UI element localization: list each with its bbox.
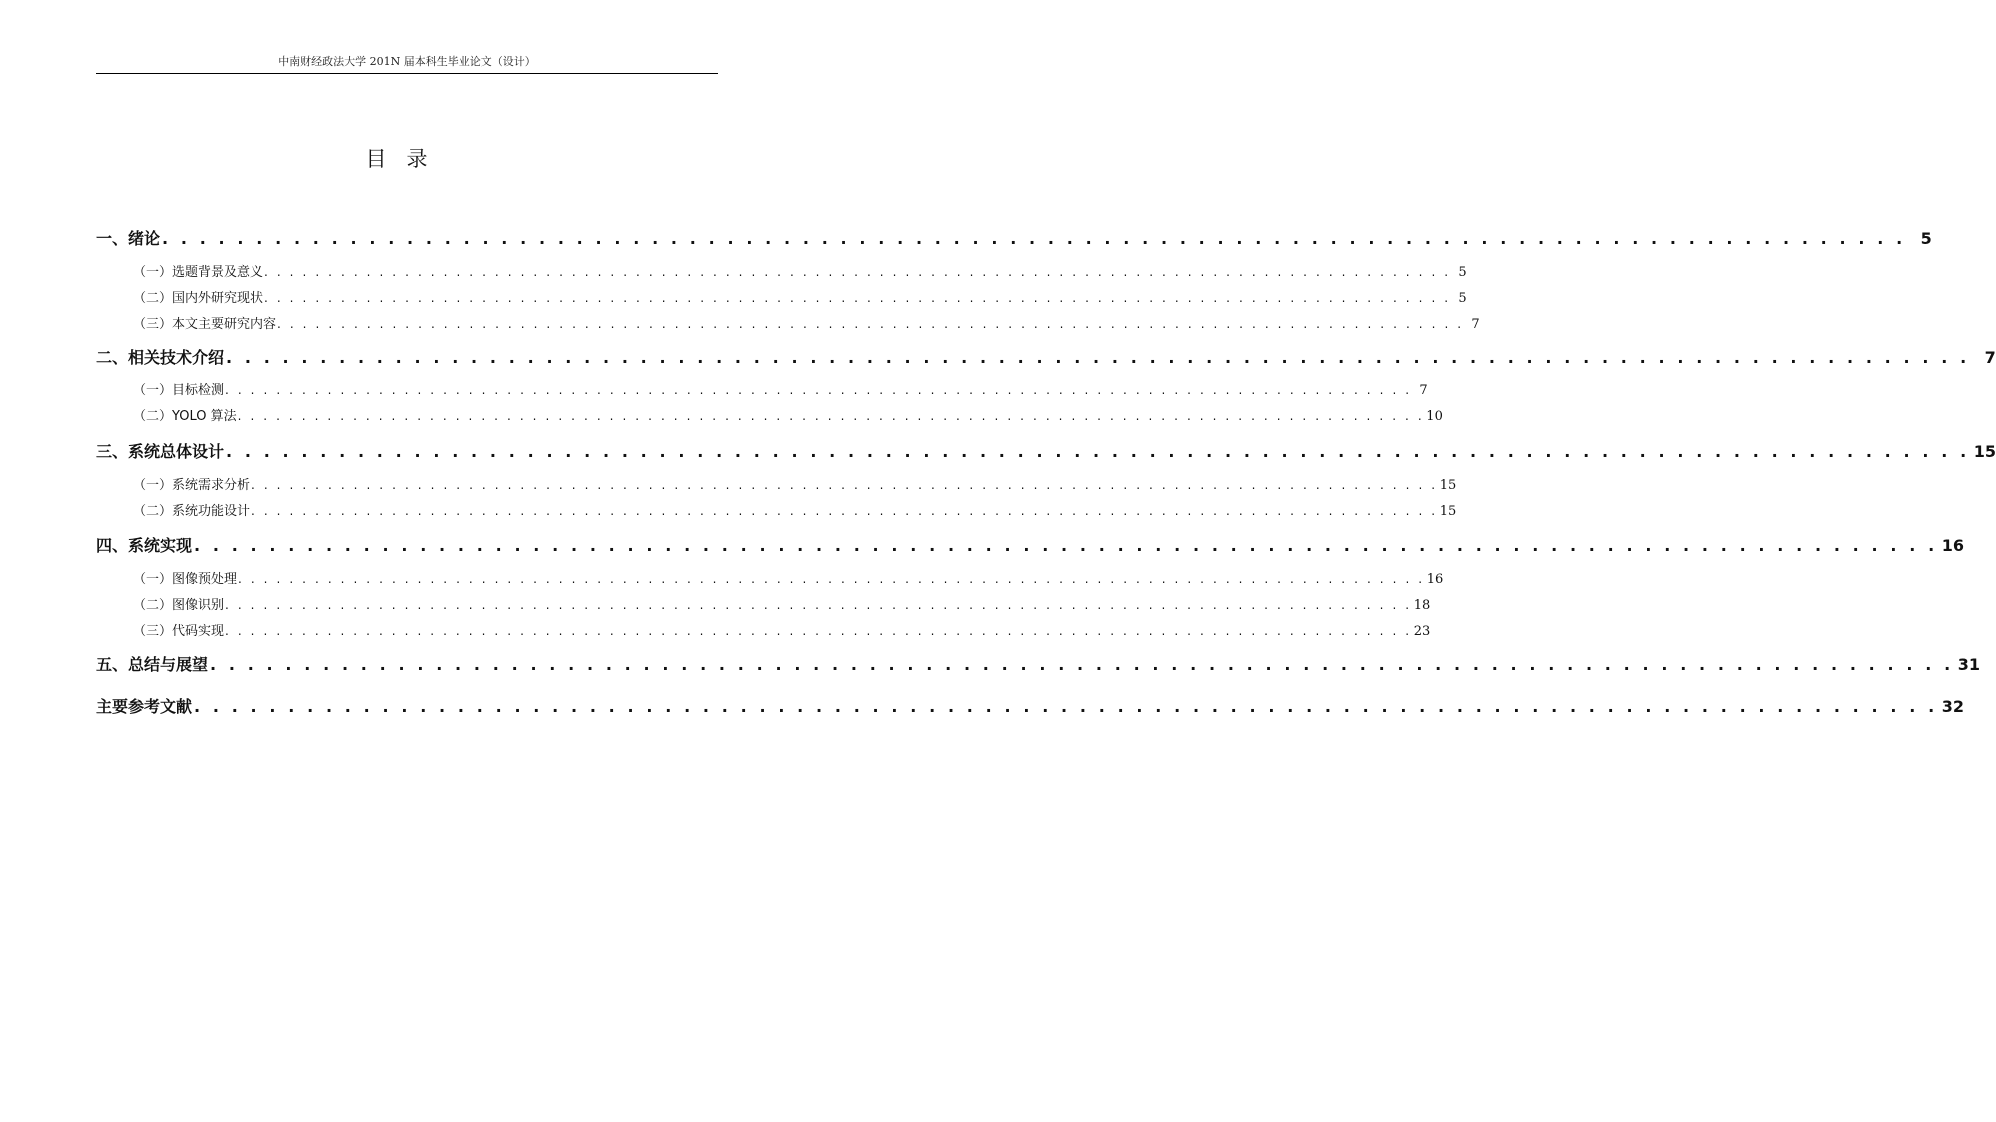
dot-leader: . . . . . . . . . . . . . . . . . . . . . . . . . . . . . . . . . . . . . . . . . . . . . . . . . . . . . . . . . . . . . . . . . . . . . . . . . . . . . . . . . . . . . . . . . . . . . — [194, 536, 1938, 555]
dot-leader: . . . . . . . . . . . . . . . . . . . . . . . . . . . . . . . . . . . . . . . . . . . . . . . . . . . . . . . . . . . . . . . . . . . . . . . . . . . . . . . . . . . . . . . . . . . . . — [194, 697, 1938, 716]
toc-subsection-label: （一）选题背景及意义 — [133, 265, 264, 280]
toc-section-5[interactable] — [96, 653, 1981, 677]
toc-page-number: 15 — [1973, 442, 1996, 461]
toc-section-label: 二、相关技术介绍 — [96, 348, 225, 367]
toc-page-number: 5 — [1458, 265, 1467, 280]
dot-leader: . . . . . . . . . . . . . . . . . . . . . . . . . . . . . . . . . . . . . . . . . . . . . . . . . . . . . . . . . . . . . . . . . . . . . . . . . . . . . . . . . . . . . . . . . . . . . — [251, 478, 1438, 492]
toc-title: 目录 — [365, 147, 448, 171]
dot-leader: . . . . . . . . . . . . . . . . . . . . . . . . . . . . . . . . . . . . . . . . . . . . . . . . . . . . . . . . . . . . . . . . . . . . . . . . . . . . . . . . . . . . . . . . . . . . . — [264, 265, 1451, 279]
dot-leader: . . . . . . . . . . . . . . . . . . . . . . . . . . . . . . . . . . . . . . . . . . . . . . . . . . . . . . . . . . . . . . . . . . . . . . . . . . . . . . . . . . . . . . . . . . . . . — [225, 383, 1412, 397]
toc-subsection-label: （三）代码实现 — [133, 624, 225, 639]
dot-leader: . . . . . . . . . . . . . . . . . . . . . . . . . . . . . . . . . . . . . . . . . . . . . . . . . . . . . . . . . . . . . . . . . . . . . . . . . . . . . . . . . . . . . . . . . . . . . — [277, 317, 1464, 331]
toc-subsection-3-1[interactable] — [133, 475, 1457, 495]
toc-subsection-2-2[interactable] — [133, 406, 1443, 426]
dot-leader: . . . . . . . . . . . . . . . . . . . . . . . . . . . . . . . . . . . . . . . . . . . . . . . . . . . . . . . . . . . . . . . . . . . . . . . . . . . . . . . . . . . . . . . . . . . . . — [210, 655, 1954, 674]
toc-subsection-1-3[interactable] — [133, 314, 1480, 334]
toc-page-number: 7 — [1984, 348, 1996, 367]
toc-subsection-label: （二）YOLO 算法 — [133, 409, 237, 424]
toc-section-label: 四、系统实现 — [96, 536, 193, 555]
page-header: 中南财经政法大学 201N 届本科生毕业论文（设计） — [278, 55, 536, 68]
toc-page-number: 18 — [1413, 598, 1431, 613]
dot-leader: . . . . . . . . . . . . . . . . . . . . . . . . . . . . . . . . . . . . . . . . . . . . . . . . . . . . . . . . . . . . . . . . . . . . . . . . . . . . . . . . . . . . . . . . . . . . . — [264, 291, 1451, 305]
dot-leader: . . . . . . . . . . . . . . . . . . . . . . . . . . . . . . . . . . . . . . . . . . . . . . . . . . . . . . . . . . . . . . . . . . . . . . . . . . . . . . . . . . . . . . . . . . . . . — [238, 572, 1425, 586]
toc-subsection-label: （一）系统需求分析 — [133, 478, 251, 493]
toc-page-number: 15 — [1439, 504, 1457, 519]
toc-subsection-label: （三）本文主要研究内容 — [133, 317, 277, 332]
toc-subsection-label: （一）目标检测 — [133, 383, 225, 398]
toc-page-number: 15 — [1439, 478, 1457, 493]
toc-page-number: 5 — [1920, 229, 1932, 248]
toc-section-4[interactable] — [96, 534, 1965, 558]
toc-section-1[interactable] — [96, 227, 1932, 251]
dot-leader: . . . . . . . . . . . . . . . . . . . . . . . . . . . . . . . . . . . . . . . . . . . . . . . . . . . . . . . . . . . . . . . . . . . . . . . . . . . . . . . . . . . . . . . . . . . . . — [251, 504, 1438, 518]
toc-page-number: 23 — [1413, 624, 1431, 639]
toc-subsection-label: （二）系统功能设计 — [133, 504, 251, 519]
toc-subsection-4-3[interactable] — [133, 621, 1431, 641]
dot-leader: . . . . . . . . . . . . . . . . . . . . . . . . . . . . . . . . . . . . . . . . . . . . . . . . . . . . . . . . . . . . . . . . . . . . . . . . . . . . . . . . . . . . . . . . . . . . . — [226, 442, 1970, 461]
toc-subsection-4-2[interactable] — [133, 595, 1431, 615]
dot-leader: . . . . . . . . . . . . . . . . . . . . . . . . . . . . . . . . . . . . . . . . . . . . . . . . . . . . . . . . . . . . . . . . . . . . . . . . . . . . . . . . . . . . . . . . . . . . . — [225, 598, 1412, 612]
toc-subsection-3-2[interactable] — [133, 501, 1457, 521]
toc-page-number: 16 — [1941, 536, 1965, 555]
toc-section-label: 五、总结与展望 — [96, 655, 209, 674]
toc-page-number: 16 — [1426, 572, 1444, 587]
dot-leader: . . . . . . . . . . . . . . . . . . . . . . . . . . . . . . . . . . . . . . . . . . . . . . . . . . . . . . . . . . . . . . . . . . . . . . . . . . . . . . . . . . . . . . . . . . . . . — [162, 229, 1906, 248]
dot-leader: . . . . . . . . . . . . . . . . . . . . . . . . . . . . . . . . . . . . . . . . . . . . . . . . . . . . . . . . . . . . . . . . . . . . . . . . . . . . . . . . . . . . . . . . . . . . . — [237, 409, 1425, 423]
toc-page-number: 32 — [1941, 697, 1965, 716]
toc-section-2[interactable] — [96, 346, 1996, 370]
toc-section-references[interactable] — [96, 695, 1965, 719]
toc-section-label: 三、系统总体设计 — [96, 442, 225, 461]
toc-subsection-label: （二）图像识别 — [133, 598, 225, 613]
toc-section-label: 主要参考文献 — [96, 697, 193, 716]
toc-page-number: 10 — [1426, 409, 1443, 424]
toc-page-number: 7 — [1471, 317, 1480, 332]
toc-page-number: 31 — [1957, 655, 1981, 674]
toc-section-3[interactable] — [96, 440, 1996, 464]
toc-subsection-1-2[interactable] — [133, 288, 1467, 308]
toc-subsection-2-1[interactable] — [133, 380, 1428, 400]
toc-page-number: 5 — [1458, 291, 1467, 306]
toc-subsection-1-1[interactable] — [133, 262, 1467, 282]
header-rule — [96, 73, 718, 74]
toc-subsection-label: （一）图像预处理 — [133, 572, 238, 587]
toc-section-label: 一、绪论 — [96, 229, 161, 248]
toc-subsection-4-1[interactable] — [133, 569, 1444, 589]
toc-subsection-label: （二）国内外研究现状 — [133, 291, 264, 306]
dot-leader: . . . . . . . . . . . . . . . . . . . . . . . . . . . . . . . . . . . . . . . . . . . . . . . . . . . . . . . . . . . . . . . . . . . . . . . . . . . . . . . . . . . . . . . . . . . . . — [225, 624, 1412, 638]
toc-page-number: 7 — [1419, 383, 1428, 398]
dot-leader: . . . . . . . . . . . . . . . . . . . . . . . . . . . . . . . . . . . . . . . . . . . . . . . . . . . . . . . . . . . . . . . . . . . . . . . . . . . . . . . . . . . . . . . . . . . . . — [226, 348, 1970, 367]
